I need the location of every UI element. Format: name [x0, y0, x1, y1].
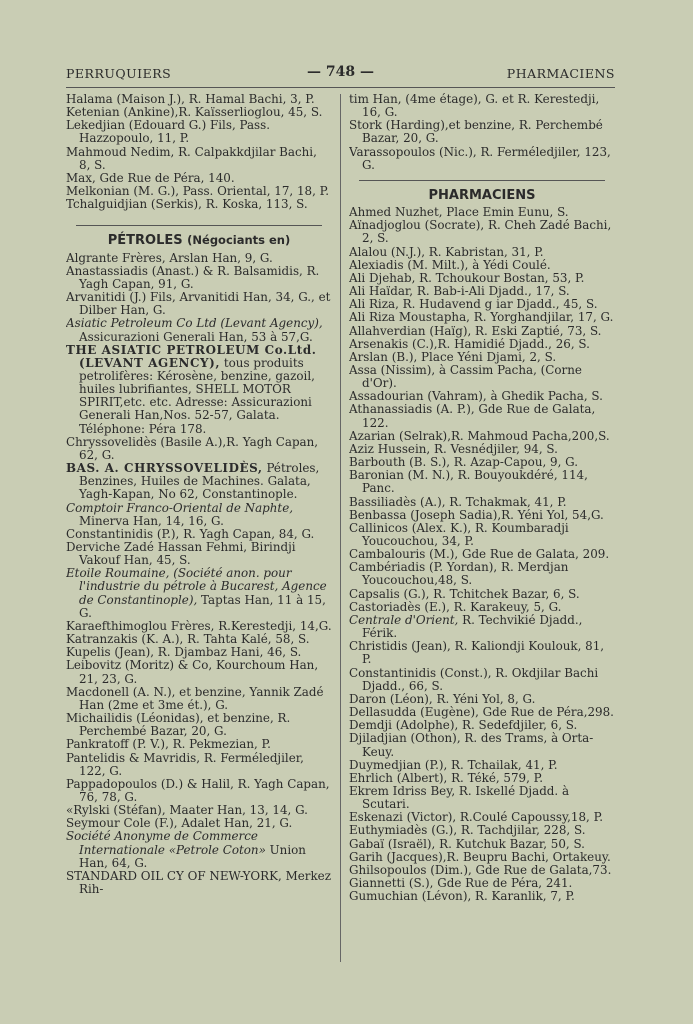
list-item: Aïnadjoglou (Socrate), R. Cheh Zadé Bachi, 2, S. [349, 218, 612, 246]
list-item: Assa (Nissim), à Cassim Pacha, (Corne d'Or). [349, 362, 582, 391]
list-item: Alalou (N.J.), R. Kabristan, 31, P. [349, 244, 544, 259]
entry-details: Pétroles, Benzines, Huiles de Machines. Galata, Yagh-Kapan, No 62, Constantinople. [79, 461, 320, 502]
entry-name-italic: Etoile Roumaine, (Société anon. pour l'industrie du pétrole à Bucarest, Agence de Constantinople), [66, 566, 327, 607]
list-item: Max, Gde Rue de Péra, 140. [66, 170, 235, 185]
list-item: Melkonian (M. G.), Pass. Oriental, 17, 18, P. [66, 184, 330, 199]
list-item: Athanassiadis (A. P.), Gde Rue de Galata, 122. [349, 402, 596, 430]
list-item: Constantinidis (P.), R. Yagh Capan, 84, G. [66, 526, 315, 541]
list-item: Ehrlich (Albert), R. Téké, 579, P. [349, 770, 544, 785]
list-item: Ali Haïdar, R. Bab-i-Ali Djadd., 17, S. [349, 284, 570, 299]
list-item: Djiladjian (Othon), R. des Trams, à Orta-Keuy. [349, 731, 594, 759]
list-item: Michailidis (Léonidas), et benzine, R. Perchembé Bazar, 20, G. [66, 711, 291, 739]
list-item: Tchalguidjian (Serkis), R. Koska, 113, S. [66, 197, 308, 212]
list-item: Cambalouris (M.), Gde Rue de Galata, 209. [349, 547, 610, 562]
list-item: Allahverdian (Haïg), R. Eski Zaptié, 73, S. [349, 323, 602, 338]
list-item: Seymour Cole (F.), Adalet Han, 21, G. [66, 816, 293, 831]
list-item: Duymedjian (P.), R. Tchailak, 41, P. [349, 757, 558, 772]
entry-name-bold: BAS. A. CHRYSSOVELIDÈS, [66, 461, 263, 476]
list-item: Barbouth (B. S.), R. Azap-Capou, 9, G. [349, 455, 579, 470]
entry-details: tous produits petrolifères: Kérosène, benzine, gazoil, huiles lubrifiantes, SHELL MOTOR SPIRIT,etc. etc. Adresse: Assicurazioni Generali Han,Nos. 52-57, Galata. Téléphone: Péra 178. [79, 355, 315, 436]
entry-name-italic: Asiatic Petroleum Co Ltd (Levant Agency), [66, 316, 323, 331]
list-item: Lekedjian (Edouard G.) Fils, Pass. Hazzopoulo, 11, P. [66, 118, 271, 146]
list-item: Baronian (M. N.), R. Bouyoukdéré, 114, Panc. [349, 468, 588, 496]
right-column [349, 93, 615, 963]
pharmaciens-list [349, 206, 615, 903]
list-item: Aziz Hussein, R. Vesnédjiler, 94, S. [349, 441, 558, 456]
list-item: Eskenazi (Victor), R.Coulé Capoussy,18, P. [349, 810, 603, 825]
list-item: Ekrem Idriss Bey, R. Iskellé Djadd. à Scutari. [349, 783, 570, 812]
list-item: Ali Djehab, R. Tchoukour Bostan, 53, P. [349, 270, 585, 285]
list-item: Constantinidis (Const.), R. Okdjilar Bachi Djadd., 66, S. [349, 665, 599, 693]
list-item: Ali Riza Moustapha, R. Yorghandjilar, 17, G. [349, 310, 614, 325]
entry-name-italic: Société Anonyme de Commerce Internationale «Petrole Coton» [66, 829, 266, 857]
section-title-text: PÉTROLES [107, 233, 183, 249]
list-item: Arvanitidi (J.) Fils, Arvanitidi Han, 34, G., et Dilber Han, G. [66, 290, 331, 318]
column-divider [340, 94, 341, 962]
list-item: Kupelis (Jean), R. Djambaz Hani, 46, S. [66, 645, 302, 660]
list-item: Derviche Zadé Hassan Fehmi, Birindji Vakouf Han, 45, S. [66, 540, 296, 568]
header-left-section: PERRUQUIERS [66, 66, 172, 81]
list-item: Ghilsopoulos (Dim.), Gde Rue de Galata,73. [349, 862, 612, 877]
list-item-advertisement [66, 462, 332, 501]
list-item: Bassiliadès (A.), R. Tchakmak, 41, P. [349, 494, 567, 509]
page-header [66, 64, 615, 86]
list-item-advertisement [66, 344, 332, 436]
entry-details: Taptas Han, 11 à 15, G. [79, 592, 326, 620]
list-item: Cambériadis (P. Yordan), R. Merdjan Youcouchou,48, S. [349, 560, 569, 588]
list-item: Giannetti (S.), Gde Rue de Péra, 241. [349, 876, 573, 891]
list-item: Castoriadès (E.), R. Karakeuy, 5, G. [349, 599, 562, 614]
entry-name-italic: Centrale d'Orient, [349, 612, 459, 627]
list-item: Chryssovelidès (Basile A.),R. Yagh Capan, 62, G. [66, 434, 319, 462]
list-item: tim Han, (4me étage), G. et R. Kerestedji, 16, G. [349, 93, 600, 120]
list-item: Stork (Harding),et benzine, R. Perchembé Bazar, 20, G. [349, 118, 603, 146]
list-item: Christidis (Jean), R. Kaliondji Koulouk, 81, P. [349, 639, 605, 667]
perruquiers-list [66, 93, 332, 211]
list-item: Assadourian (Vahram), à Ghedik Pacha, S. [349, 389, 603, 404]
list-item: Benbassa (Joseph Sadia),R. Yéni Yol, 54,G. [349, 507, 604, 522]
list-item: Arsenakis (C.),R. Hamidié Djadd., 26, S. [349, 336, 590, 351]
list-item: Pantelidis & Mavridis, R. Ferméledjiler, 122, G. [66, 750, 304, 778]
list-item: Garih (Jacques),R. Beupru Bachi, Ortakeuy. [349, 849, 611, 864]
list-item: Ketenian (Ankine),R. Kaïsserlioglou, 45, S. [66, 105, 323, 120]
list-item: Pappadopoulos (D.) & Halil, R. Yagh Capan, 76, 78, G. [66, 776, 330, 804]
list-item [349, 614, 615, 640]
page-number: — 748 — [307, 64, 374, 80]
list-item: Anastassiadis (Anast.) & R. Balsamidis, R. Yagh Capan, 91, G. [66, 263, 320, 291]
header-right-section: PHARMACIENS [506, 66, 615, 81]
list-item [66, 317, 332, 343]
list-item: Gumuchian (Lévon), R. Karanlik, 7, P. [349, 889, 575, 904]
section-title-pharmaciens: PHARMACIENS [428, 187, 536, 203]
entry-name-italic: Comptoir Franco-Oriental de Naphte, [66, 500, 294, 515]
list-item: Algrante Frères, Arslan Han, 9, G. [66, 250, 273, 265]
list-item: Ahmed Nuzhet, Place Emin Eunu, S. [349, 205, 569, 220]
header-rule [66, 87, 615, 88]
entry-name-bold: THE ASIATIC PETROLEUM Co.Ltd. (LEVANT AGENCY), [66, 342, 317, 370]
list-item [66, 567, 332, 620]
petroles-continued-list [349, 93, 615, 172]
list-item: Varassopoulos (Nic.), R. Ferméledjiler, 123, G. [349, 144, 611, 172]
left-column [66, 93, 332, 963]
list-item: Euthymiadès (G.), R. Tachdjilar, 228, S. [349, 823, 586, 838]
list-item: Callinicos (Alex. K.), R. Koumbaradji Youcouchou, 34, P. [349, 520, 569, 548]
list-item [66, 502, 332, 528]
entry-details: Union Han, 64, G. [79, 842, 306, 870]
list-item: STANDARD OIL CY OF NEW-YORK, Merkez Rih- [66, 868, 331, 897]
list-item: Capsalis (G.), R. Tchitchek Bazar, 6, S. [349, 586, 580, 601]
section-rule [76, 225, 322, 226]
list-item: Daron (Léon), R. Yéni Yol, 8, G. [349, 691, 536, 706]
entry-details: Assicurazioni Generali Han, 53 à 57,G. [79, 329, 313, 344]
list-item: «Rylski (Stéfan), Maater Han, 13, 14, G. [66, 803, 308, 818]
petroles-list [66, 252, 332, 897]
list-item: Dellasudda (Eugène), Gde Rue de Péra,298. [349, 705, 614, 720]
section-subtitle: (Négociants en) [187, 233, 291, 248]
section-title-petroles [66, 234, 332, 247]
list-item: Arslan (B.), Place Yéni Djami, 2, S. [349, 349, 557, 364]
list-item: Leibovitz (Moritz) & Co, Kourchoum Han, 21, 23, G. [66, 658, 319, 686]
list-item: Demdji (Adolphe), R. Sedefdjiler, 6, S. [349, 718, 578, 733]
list-item [66, 830, 332, 869]
list-item: Karaefthimoglou Frères, R.Kerestedji, 14,G. [66, 618, 332, 633]
entry-details: R. Techvikié Djadd., Férik. [362, 612, 583, 641]
list-item: Halama (Maison J.), R. Hamal Bachi, 3, P. [66, 93, 315, 106]
list-item: Pankratoff (P. V.), R. Pekmezian, P. [66, 737, 271, 752]
list-item: Katranzakis (K. A.), R. Tahta Kalé, 58, S. [66, 632, 310, 647]
list-item: Alexiadis (M. Milt.), à Yédi Coulé. [349, 257, 551, 272]
section-rule [359, 180, 605, 181]
list-item: Ali Riza, R. Hudavend g iar Djadd., 45, S. [349, 297, 598, 312]
list-item: Gabaï (Israël), R. Kutchuk Bazar, 50, S. [349, 836, 585, 851]
list-item: Macdonell (A. N.), et benzine, Yannik Zadé Han (2me et 3me ét.), G. [66, 684, 324, 712]
list-item: Mahmoud Nedim, R. Calpakkdjilar Bachi, 8, S. [66, 144, 317, 172]
list-item: Azarian (Selrak),R. Mahmoud Pacha,200,S. [349, 428, 610, 443]
entry-details: Minerva Han, 14, 16, G. [79, 513, 224, 528]
